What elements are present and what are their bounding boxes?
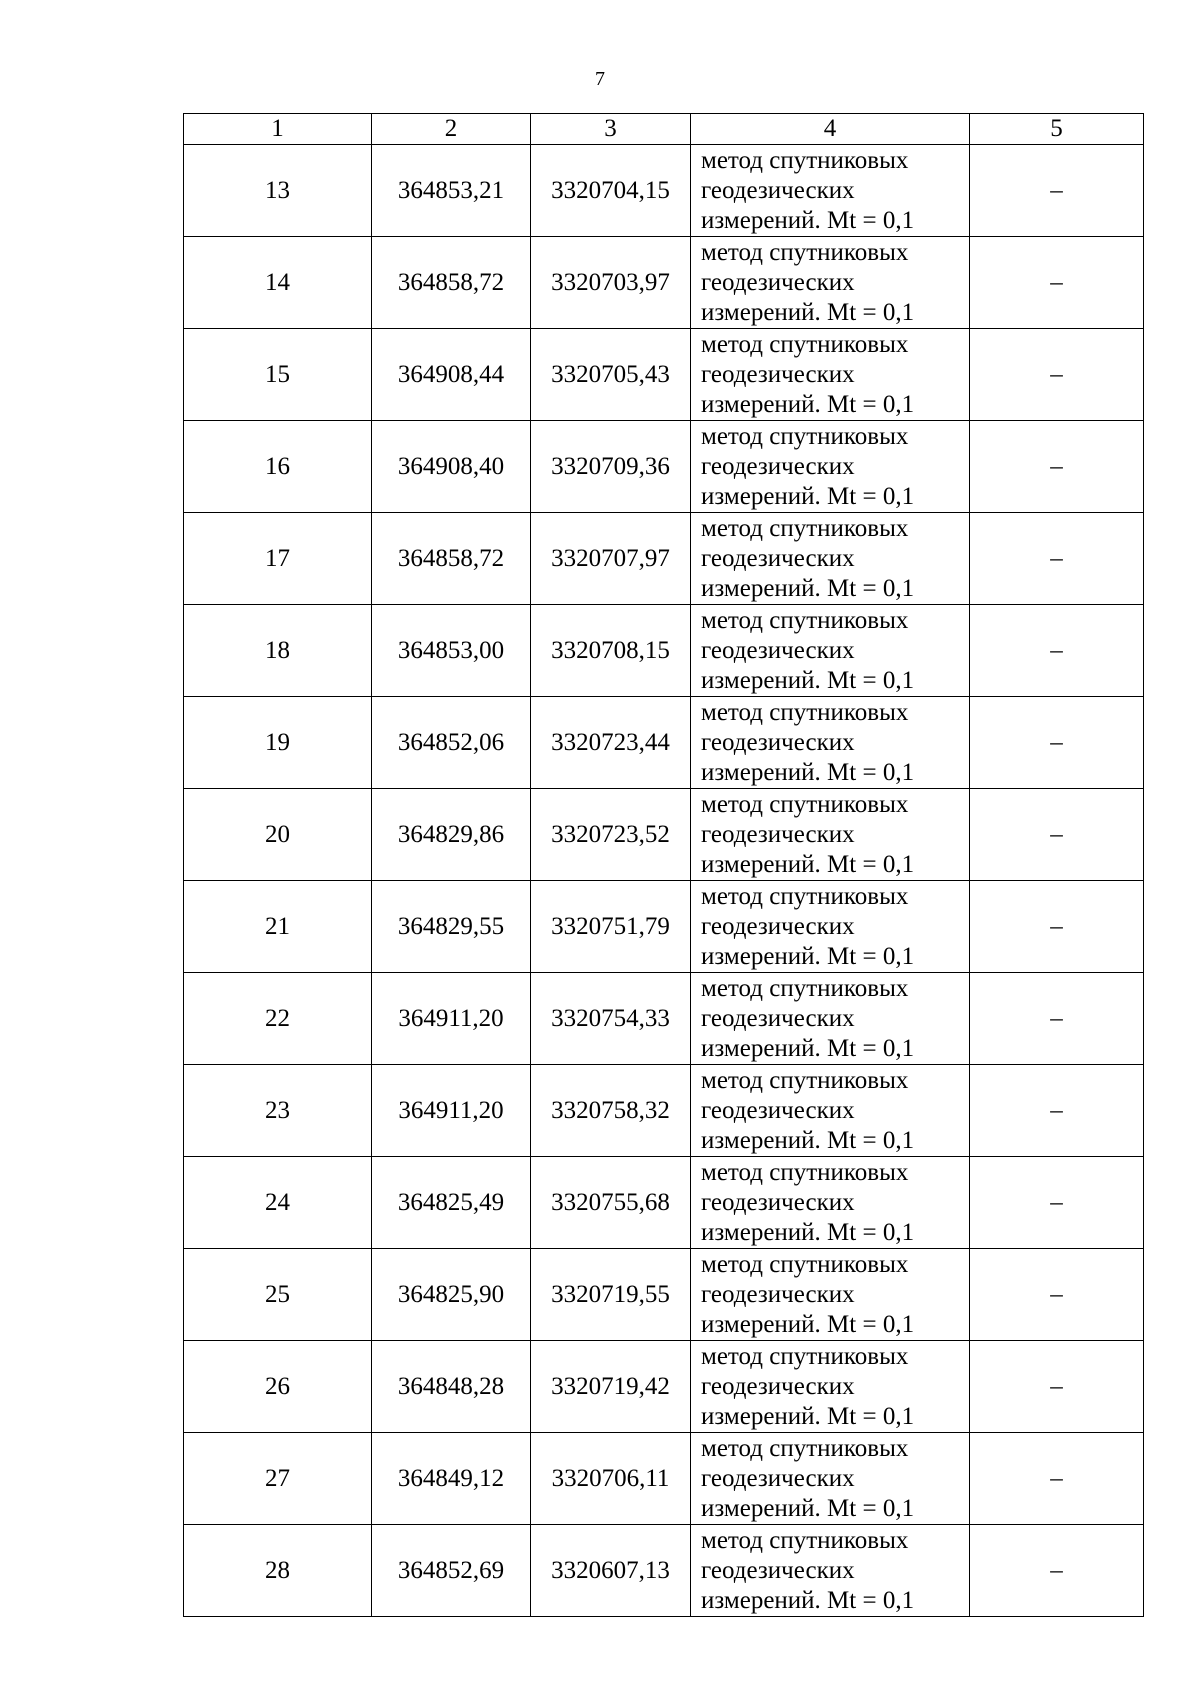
method-cell bbox=[691, 1433, 970, 1525]
method-cell bbox=[691, 329, 970, 421]
x-coordinate-cell: 364849,12 bbox=[372, 1433, 531, 1525]
method-line: метод спутниковых bbox=[701, 974, 909, 1002]
table-row bbox=[184, 1249, 1144, 1341]
y-coordinate-cell: 3320706,11 bbox=[531, 1433, 691, 1525]
note-cell: – bbox=[970, 973, 1144, 1065]
y-coordinate-cell: 3320719,55 bbox=[531, 1249, 691, 1341]
note-cell: – bbox=[970, 1525, 1144, 1617]
method-line: измерений. Mt = 0,1 bbox=[701, 298, 915, 326]
x-coordinate-cell: 364825,90 bbox=[372, 1249, 531, 1341]
table-body bbox=[184, 145, 1144, 1617]
method-line: геодезических bbox=[701, 1188, 855, 1216]
method-cell bbox=[691, 789, 970, 881]
method-cell bbox=[691, 513, 970, 605]
y-coordinate-cell: 3320703,97 bbox=[531, 237, 691, 329]
point-number-cell: 24 bbox=[184, 1157, 372, 1249]
table-row bbox=[184, 1525, 1144, 1617]
method-line: геодезических bbox=[701, 1372, 855, 1400]
table-row bbox=[184, 1433, 1144, 1525]
method-line: измерений. Mt = 0,1 bbox=[701, 1310, 915, 1338]
y-coordinate-cell: 3320751,79 bbox=[531, 881, 691, 973]
point-number-cell: 23 bbox=[184, 1065, 372, 1157]
y-coordinate-cell: 3320707,97 bbox=[531, 513, 691, 605]
table-row bbox=[184, 329, 1144, 421]
point-number-cell: 17 bbox=[184, 513, 372, 605]
method-line: измерений. Mt = 0,1 bbox=[701, 574, 915, 602]
table-row bbox=[184, 145, 1144, 237]
table-row bbox=[184, 697, 1144, 789]
method-cell bbox=[691, 237, 970, 329]
method-line: метод спутниковых bbox=[701, 1526, 909, 1554]
note-cell: – bbox=[970, 513, 1144, 605]
method-line: метод спутниковых bbox=[701, 1158, 909, 1186]
table-row bbox=[184, 881, 1144, 973]
y-coordinate-cell: 3320607,13 bbox=[531, 1525, 691, 1617]
point-number-cell: 22 bbox=[184, 973, 372, 1065]
method-line: измерений. Mt = 0,1 bbox=[701, 1402, 915, 1430]
method-line: измерений. Mt = 0,1 bbox=[701, 206, 915, 234]
method-line: измерений. Mt = 0,1 bbox=[701, 1586, 915, 1614]
table-row bbox=[184, 1341, 1144, 1433]
method-line: метод спутниковых bbox=[701, 698, 909, 726]
y-coordinate-cell: 3320754,33 bbox=[531, 973, 691, 1065]
note-cell: – bbox=[970, 697, 1144, 789]
method-cell bbox=[691, 1341, 970, 1433]
note-cell: – bbox=[970, 329, 1144, 421]
method-line: измерений. Mt = 0,1 bbox=[701, 666, 915, 694]
method-line: метод спутниковых bbox=[701, 514, 909, 542]
page-number: 7 bbox=[595, 68, 605, 90]
method-cell bbox=[691, 605, 970, 697]
y-coordinate-cell: 3320755,68 bbox=[531, 1157, 691, 1249]
method-line: измерений. Mt = 0,1 bbox=[701, 1494, 915, 1522]
table-row bbox=[184, 1157, 1144, 1249]
method-line: метод спутниковых bbox=[701, 1066, 909, 1094]
method-line: измерений. Mt = 0,1 bbox=[701, 1034, 915, 1062]
method-line: геодезических bbox=[701, 820, 855, 848]
x-coordinate-cell: 364848,28 bbox=[372, 1341, 531, 1433]
y-coordinate-cell: 3320704,15 bbox=[531, 145, 691, 237]
table-row bbox=[184, 605, 1144, 697]
point-number-cell: 26 bbox=[184, 1341, 372, 1433]
method-line: метод спутниковых bbox=[701, 1250, 909, 1278]
x-coordinate-cell: 364853,21 bbox=[372, 145, 531, 237]
x-coordinate-cell: 364911,20 bbox=[372, 973, 531, 1065]
column-header-1: 1 bbox=[184, 114, 372, 145]
method-line: геодезических bbox=[701, 1556, 855, 1584]
note-cell: – bbox=[970, 1065, 1144, 1157]
point-number-cell: 15 bbox=[184, 329, 372, 421]
y-coordinate-cell: 3320723,52 bbox=[531, 789, 691, 881]
point-number-cell: 28 bbox=[184, 1525, 372, 1617]
x-coordinate-cell: 364853,00 bbox=[372, 605, 531, 697]
note-cell: – bbox=[970, 1341, 1144, 1433]
note-cell: – bbox=[970, 237, 1144, 329]
point-number-cell: 25 bbox=[184, 1249, 372, 1341]
x-coordinate-cell: 364908,40 bbox=[372, 421, 531, 513]
method-cell bbox=[691, 1525, 970, 1617]
method-cell bbox=[691, 145, 970, 237]
y-coordinate-cell: 3320705,43 bbox=[531, 329, 691, 421]
column-header-2: 2 bbox=[372, 114, 531, 145]
method-cell bbox=[691, 1249, 970, 1341]
method-cell bbox=[691, 697, 970, 789]
method-line: измерений. Mt = 0,1 bbox=[701, 850, 915, 878]
method-line: метод спутниковых bbox=[701, 422, 909, 450]
method-line: геодезических bbox=[701, 544, 855, 572]
column-header-3: 3 bbox=[531, 114, 691, 145]
x-coordinate-cell: 364852,06 bbox=[372, 697, 531, 789]
column-header-5: 5 bbox=[970, 114, 1144, 145]
note-cell: – bbox=[970, 1433, 1144, 1525]
table-row bbox=[184, 973, 1144, 1065]
method-line: геодезических bbox=[701, 268, 855, 296]
x-coordinate-cell: 364829,86 bbox=[372, 789, 531, 881]
method-cell bbox=[691, 1065, 970, 1157]
method-line: метод спутниковых bbox=[701, 238, 909, 266]
method-line: геодезических bbox=[701, 1004, 855, 1032]
point-number-cell: 20 bbox=[184, 789, 372, 881]
method-cell bbox=[691, 973, 970, 1065]
method-line: метод спутниковых bbox=[701, 1434, 909, 1462]
method-cell bbox=[691, 1157, 970, 1249]
point-number-cell: 19 bbox=[184, 697, 372, 789]
method-line: геодезических bbox=[701, 452, 855, 480]
note-cell: – bbox=[970, 881, 1144, 973]
method-line: метод спутниковых bbox=[701, 606, 909, 634]
table-row bbox=[184, 237, 1144, 329]
method-line: геодезических bbox=[701, 1280, 855, 1308]
method-line: геодезических bbox=[701, 636, 855, 664]
point-number-cell: 13 bbox=[184, 145, 372, 237]
y-coordinate-cell: 3320708,15 bbox=[531, 605, 691, 697]
note-cell: – bbox=[970, 421, 1144, 513]
x-coordinate-cell: 364829,55 bbox=[372, 881, 531, 973]
point-number-cell: 18 bbox=[184, 605, 372, 697]
method-line: метод спутниковых bbox=[701, 330, 909, 358]
y-coordinate-cell: 3320709,36 bbox=[531, 421, 691, 513]
method-line: измерений. Mt = 0,1 bbox=[701, 758, 915, 786]
method-line: метод спутниковых bbox=[701, 1342, 909, 1370]
method-line: метод спутниковых bbox=[701, 790, 909, 818]
method-line: геодезических bbox=[701, 176, 855, 204]
note-cell: – bbox=[970, 145, 1144, 237]
point-number-cell: 21 bbox=[184, 881, 372, 973]
method-line: измерений. Mt = 0,1 bbox=[701, 482, 915, 510]
method-line: измерений. Mt = 0,1 bbox=[701, 1218, 915, 1246]
note-cell: – bbox=[970, 1249, 1144, 1341]
method-line: измерений. Mt = 0,1 bbox=[701, 390, 915, 418]
x-coordinate-cell: 364852,69 bbox=[372, 1525, 531, 1617]
y-coordinate-cell: 3320758,32 bbox=[531, 1065, 691, 1157]
method-line: геодезических bbox=[701, 912, 855, 940]
x-coordinate-cell: 364825,49 bbox=[372, 1157, 531, 1249]
note-cell: – bbox=[970, 789, 1144, 881]
method-line: измерений. Mt = 0,1 bbox=[701, 1126, 915, 1154]
y-coordinate-cell: 3320719,42 bbox=[531, 1341, 691, 1433]
point-number-cell: 27 bbox=[184, 1433, 372, 1525]
coordinates-table bbox=[183, 113, 1144, 1617]
table-row bbox=[184, 513, 1144, 605]
point-number-cell: 16 bbox=[184, 421, 372, 513]
x-coordinate-cell: 364858,72 bbox=[372, 513, 531, 605]
y-coordinate-cell: 3320723,44 bbox=[531, 697, 691, 789]
method-line: метод спутниковых bbox=[701, 146, 909, 174]
x-coordinate-cell: 364908,44 bbox=[372, 329, 531, 421]
method-line: геодезических bbox=[701, 360, 855, 388]
method-line: измерений. Mt = 0,1 bbox=[701, 942, 915, 970]
method-line: метод спутниковых bbox=[701, 882, 909, 910]
note-cell: – bbox=[970, 1157, 1144, 1249]
method-line: геодезических bbox=[701, 1464, 855, 1492]
method-line: геодезических bbox=[701, 728, 855, 756]
x-coordinate-cell: 364858,72 bbox=[372, 237, 531, 329]
method-cell bbox=[691, 881, 970, 973]
column-header-4: 4 bbox=[691, 114, 970, 145]
x-coordinate-cell: 364911,20 bbox=[372, 1065, 531, 1157]
method-line: геодезических bbox=[701, 1096, 855, 1124]
header-row bbox=[184, 114, 1144, 145]
table-row bbox=[184, 1065, 1144, 1157]
table-row bbox=[184, 421, 1144, 513]
point-number-cell: 14 bbox=[184, 237, 372, 329]
method-cell bbox=[691, 421, 970, 513]
table-row bbox=[184, 789, 1144, 881]
note-cell: – bbox=[970, 605, 1144, 697]
